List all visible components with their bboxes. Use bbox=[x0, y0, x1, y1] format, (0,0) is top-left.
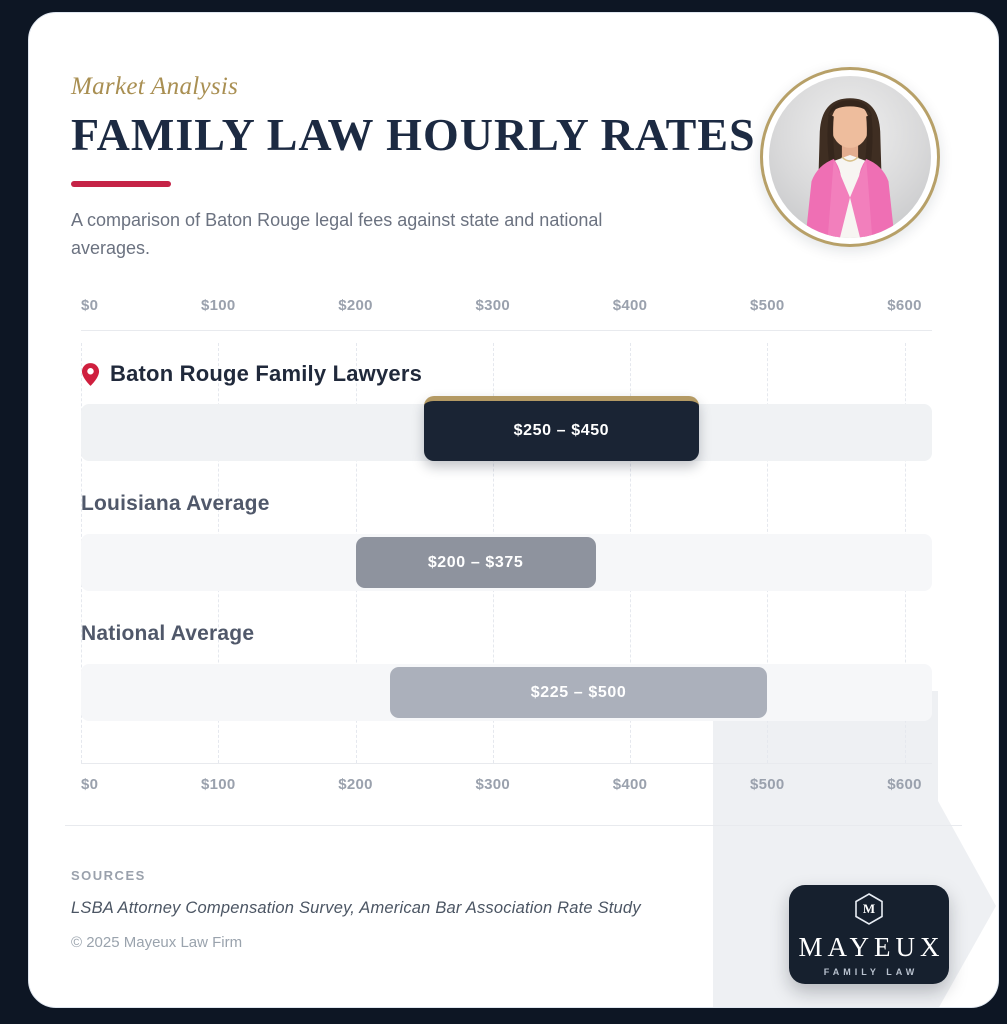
axis-tick-label: $600 bbox=[887, 297, 922, 315]
axis-tick-label: $0 bbox=[81, 776, 99, 794]
axis-tick-label: $200 bbox=[338, 776, 373, 794]
sources-heading: SOURCES bbox=[71, 868, 146, 884]
location-pin-icon bbox=[81, 362, 100, 387]
bar-track bbox=[81, 404, 932, 461]
bar-track bbox=[81, 534, 932, 591]
attorney-photo bbox=[760, 67, 940, 247]
axis-tick-label: $400 bbox=[612, 776, 648, 794]
logo-monogram: M bbox=[862, 901, 876, 916]
bar-range-label: $200 – $375 bbox=[427, 553, 524, 571]
chart-body bbox=[81, 331, 932, 763]
axis-tick-label: $200 bbox=[338, 297, 373, 315]
chart-row bbox=[81, 331, 932, 461]
title-accent-rule bbox=[71, 181, 171, 187]
attorney-photo-image bbox=[769, 76, 931, 238]
x-axis-top bbox=[81, 297, 932, 331]
axis-tick-label: $600 bbox=[887, 776, 922, 794]
axis-tick-label: $500 bbox=[749, 776, 785, 794]
range-bar bbox=[356, 537, 596, 588]
sources-text: LSBA Attorney Compensation Survey, American Bar Association Rate Study bbox=[71, 899, 641, 918]
axis-tick-label: $100 bbox=[200, 776, 236, 794]
logo-name: MAYEUX bbox=[798, 932, 945, 962]
range-bar bbox=[390, 667, 767, 718]
page-title: FAMILY LAW HOURLY RATES bbox=[71, 109, 756, 160]
range-bar bbox=[424, 396, 699, 461]
axis-tick-label: $400 bbox=[612, 297, 648, 315]
copyright-text: © 2025 Mayeux Law Firm bbox=[71, 934, 243, 952]
axis-tick-label: $300 bbox=[475, 776, 511, 794]
row-label: Louisiana Average bbox=[81, 492, 270, 516]
chart-row bbox=[81, 591, 932, 721]
chart-row bbox=[81, 461, 932, 591]
axis-tick-label: $100 bbox=[200, 297, 236, 315]
eyebrow-label: Market Analysis bbox=[71, 73, 239, 100]
logo-tagline: FAMILY LAW bbox=[823, 967, 919, 977]
axis-tick-label: $300 bbox=[475, 297, 511, 315]
hexagon-monogram-icon bbox=[853, 892, 885, 926]
mayeux-logo bbox=[789, 885, 949, 984]
bar-range-label: $250 – $450 bbox=[513, 422, 610, 440]
x-axis-bottom bbox=[81, 763, 932, 794]
bar-range-label: $225 – $500 bbox=[530, 683, 627, 701]
axis-tick-label: $500 bbox=[749, 297, 785, 315]
rates-chart bbox=[81, 297, 932, 794]
infographic-card bbox=[28, 12, 999, 1008]
row-label: National Average bbox=[81, 622, 255, 646]
chart-description: A comparison of Baton Rouge legal fees against state and national averages. bbox=[71, 210, 603, 259]
bar-track bbox=[81, 664, 932, 721]
axis-tick-label: $0 bbox=[81, 297, 99, 315]
row-label: Baton Rouge Family Lawyers bbox=[110, 361, 423, 387]
